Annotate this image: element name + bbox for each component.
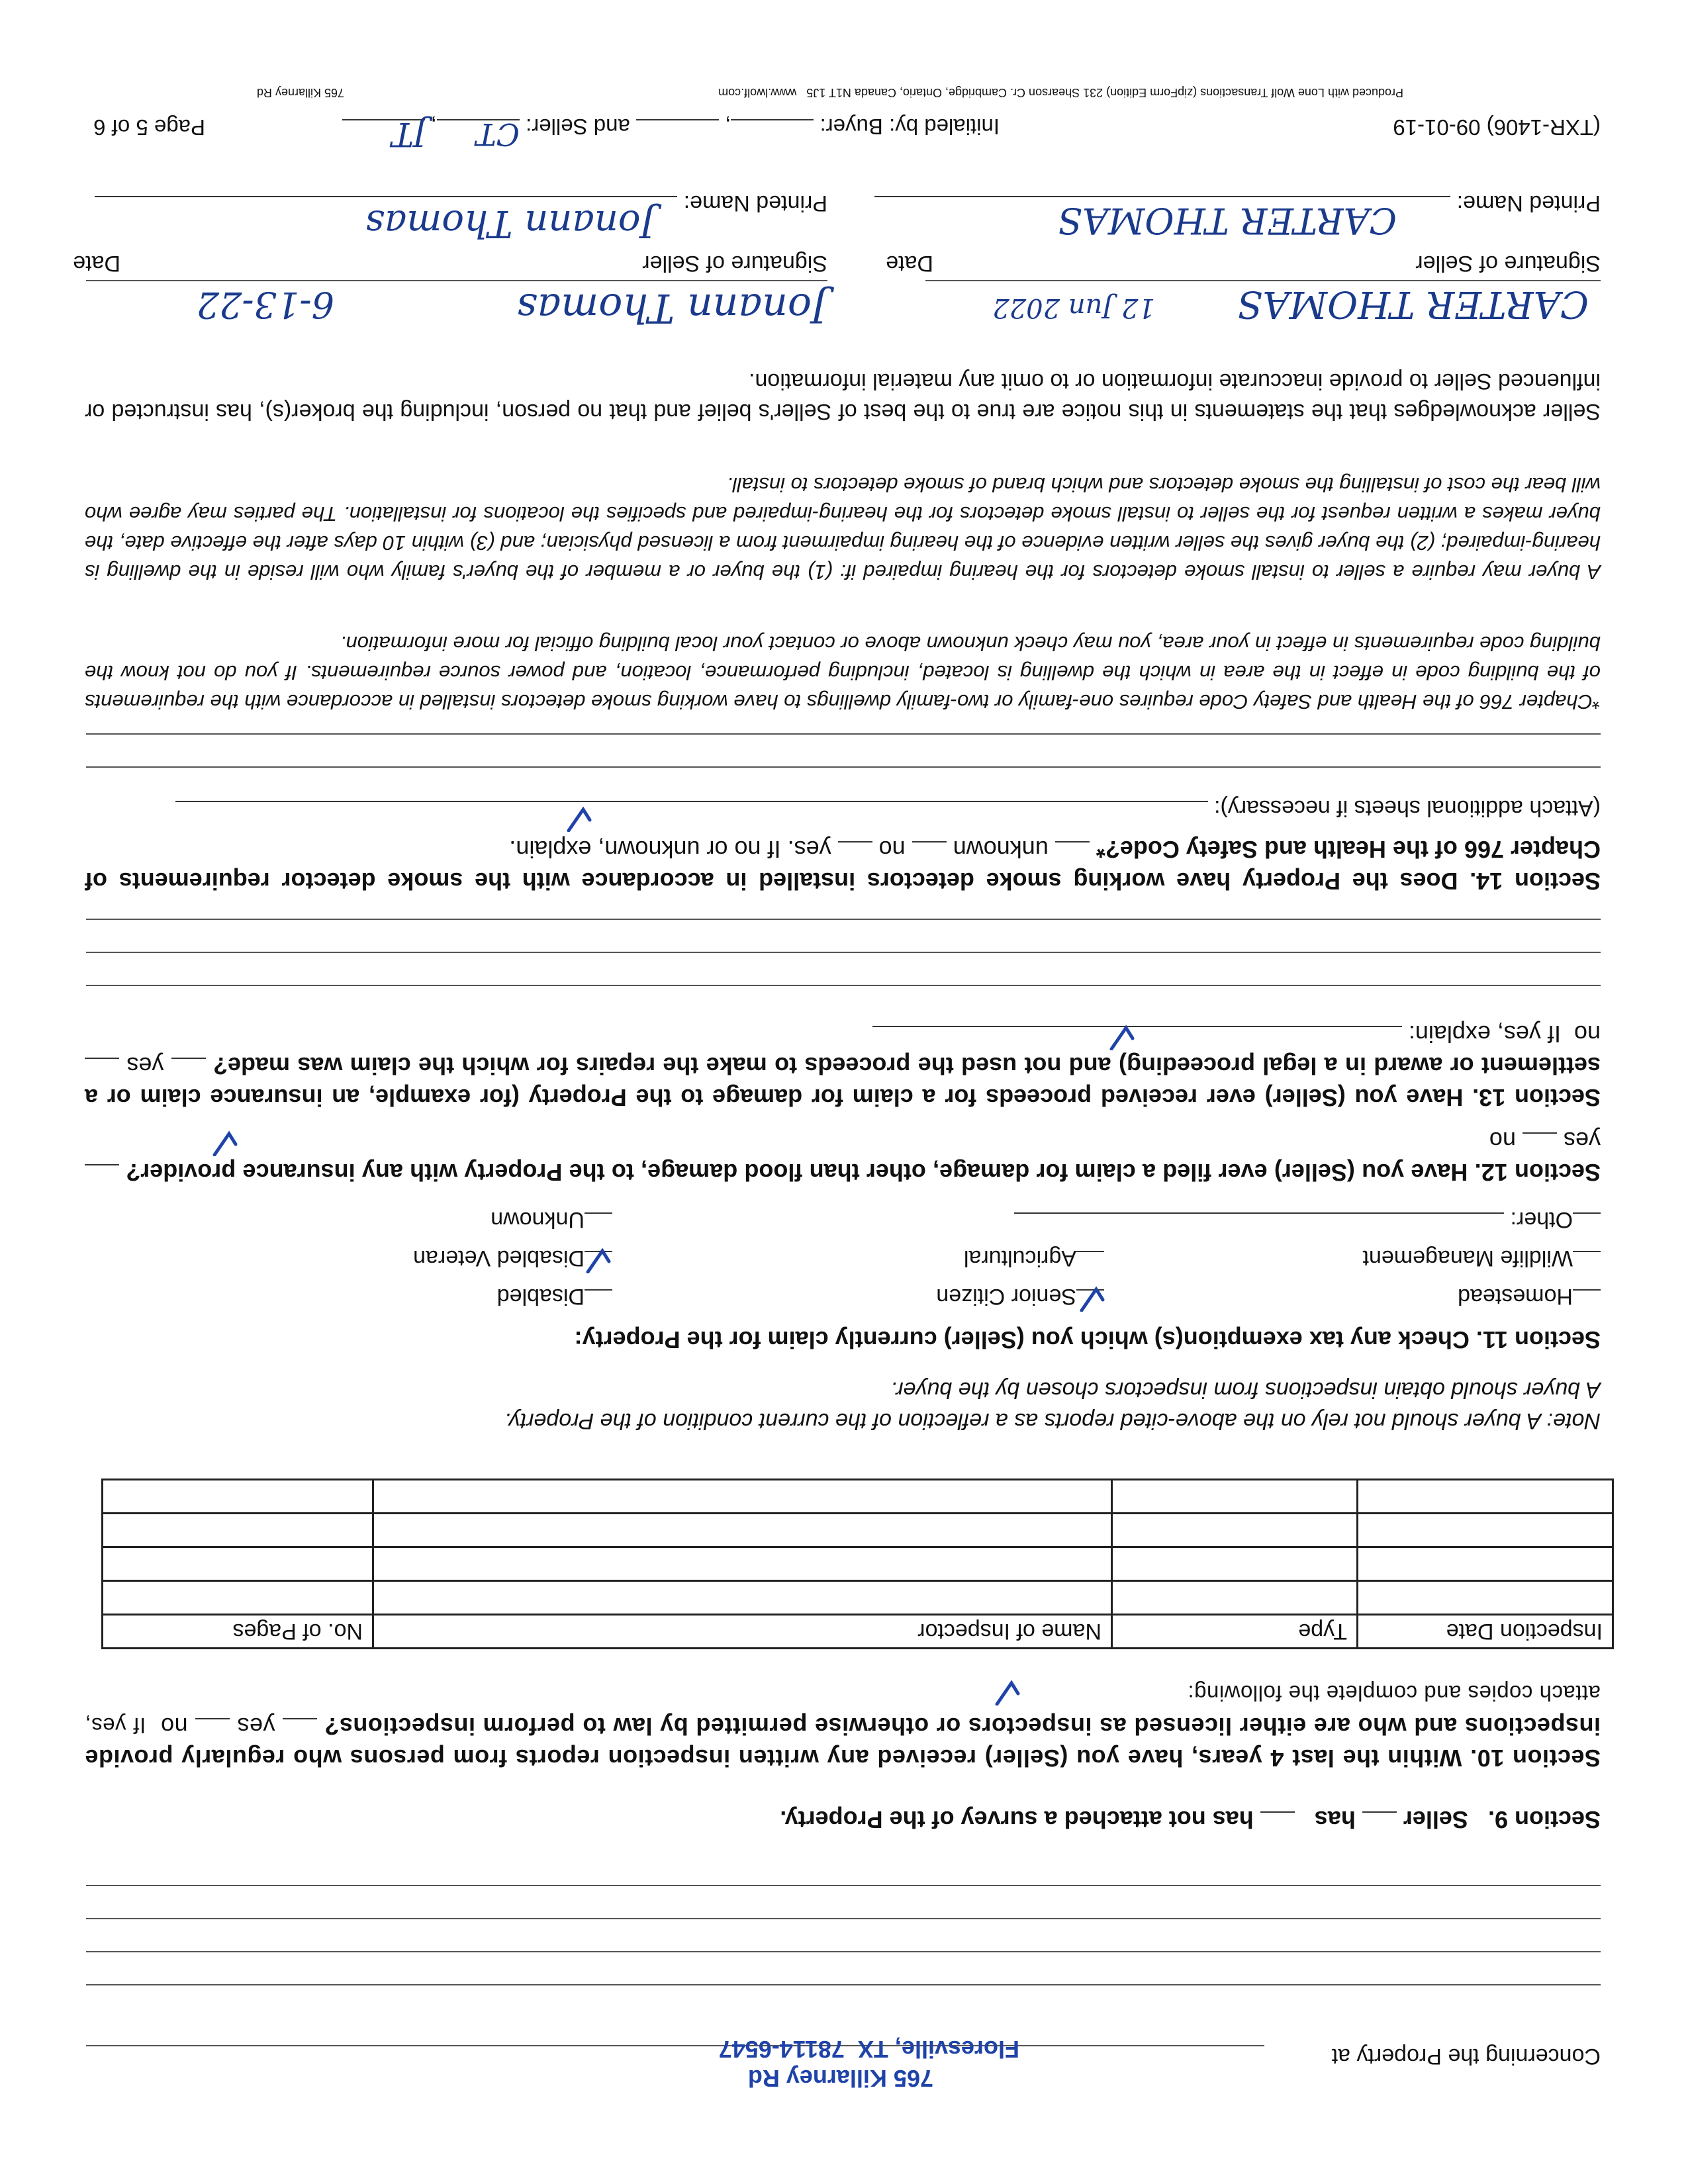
seller-1-date: 12 Jun 2022 xyxy=(992,293,1155,323)
header-inspection-date: Inspection Date xyxy=(1358,1615,1613,1649)
address-line-2: Floresville, TX 78114-6547 xyxy=(718,2036,1019,2063)
table-cell[interactable] xyxy=(1358,1480,1613,1514)
table-cell[interactable] xyxy=(103,1480,373,1514)
section-10-tail: If yes, attach copies and complete the following: xyxy=(85,1681,1601,1738)
unknown-label: Unknown xyxy=(491,1207,585,1232)
address-line xyxy=(86,2045,1264,2046)
section-14 xyxy=(85,833,1601,897)
table-cell[interactable] xyxy=(373,1514,1112,1547)
disabled-label: Disabled xyxy=(496,1284,585,1309)
section-13-no: no xyxy=(1573,1021,1601,1048)
section-9-label: Section 9. xyxy=(1487,1806,1601,1833)
senior-label: Senior Citizen xyxy=(936,1284,1076,1309)
section-13-tail: If yes, explain: xyxy=(1408,1021,1561,1048)
seller-initials-jt: JT xyxy=(391,115,427,154)
option-agricultural[interactable] xyxy=(964,1245,1104,1272)
section-13-yes: yes xyxy=(126,1052,164,1079)
signature-line-1 xyxy=(925,280,1601,281)
address-line-1: 765 Killarney Rd xyxy=(747,2065,933,2092)
option-homestead[interactable] xyxy=(1458,1283,1601,1310)
seller-1-signature: CARTER THOMAS xyxy=(1237,283,1589,326)
section-14-explain-input[interactable] xyxy=(175,801,1208,822)
form-id: (TXR-1406) 09-01-19 xyxy=(1393,115,1601,140)
table-cell[interactable] xyxy=(103,1514,373,1547)
checkmark-icon xyxy=(585,1247,612,1273)
option-other[interactable] xyxy=(1014,1206,1601,1234)
table-cell[interactable] xyxy=(373,1547,1112,1581)
wildlife-label: Wildlife Management xyxy=(1362,1246,1573,1271)
table-cell[interactable] xyxy=(1112,1480,1358,1514)
checkmark-icon xyxy=(566,805,592,832)
section-9-has-not: has not attached a survey of the Property. xyxy=(780,1806,1254,1833)
section-14-unknown: unknown xyxy=(953,836,1049,863)
section-10 xyxy=(85,1677,1601,1774)
date-label-1: Date xyxy=(886,251,933,276)
blank-line xyxy=(86,1984,1601,1985)
table-cell[interactable] xyxy=(373,1581,1112,1615)
section-9-seller: Seller xyxy=(1403,1806,1468,1833)
header-name-of-inspector: Name of Inspector xyxy=(373,1615,1112,1649)
inspection-table xyxy=(101,1479,1614,1649)
produced-by xyxy=(718,85,1403,99)
header-type: Type xyxy=(1112,1615,1358,1649)
acknowledgement: Seller acknowledges that the statements in this notice are true to the best of Seller's belief and that no person, including the broker(s), has instructed or influenced Seller to provide inaccurate information or to omit any material information. xyxy=(85,369,1601,424)
initialed-label: Initialed by: Buyer: xyxy=(820,114,1000,139)
table-row xyxy=(103,1480,1613,1514)
buyer-initial-1[interactable] xyxy=(731,119,814,140)
section-14-no-checkbox[interactable] xyxy=(912,841,947,862)
blank-line xyxy=(86,733,1601,735)
blank-line xyxy=(86,1951,1601,1952)
page-number: Page 5 of 6 xyxy=(93,115,205,140)
blank-line xyxy=(86,1885,1601,1886)
table-row xyxy=(103,1547,1613,1581)
footnote-para-2: A buyer may require a seller to install smoke detectors for the hearing impaired if: (1) the buyer or a member of the buyer's family who will reside in the dwelling is hearing-impaired; (2) the buyer gives the seller written evidence of the hearing impairment from a licensed physician; and (3) within 10 days after the effective date, the buyer makes a written request for the seller to install smoke detectors for the hearing-impaired and specifies the locations for installation. The parties may agree who will bear the cost of installing the smoke detectors and which brand of smoke detectors to install. xyxy=(85,473,1601,584)
table-cell[interactable] xyxy=(103,1547,373,1581)
table-cell[interactable] xyxy=(1112,1514,1358,1547)
note-line-2: A buyer should obtain inspections from inspectors chosen by the buyer. xyxy=(890,1377,1601,1402)
option-disabled-veteran[interactable] xyxy=(413,1245,612,1272)
blank-line xyxy=(86,766,1601,768)
printed-label-2: Printed Name: xyxy=(683,191,827,216)
section-12-text: Section 12. Have you (Seller) ever filed a claim for damage, other than flood damage, to the Property with any insurance provider? xyxy=(126,1159,1601,1186)
section-14-no: no xyxy=(878,836,906,863)
printed-label-1: Printed Name: xyxy=(1456,191,1601,216)
table-cell[interactable] xyxy=(1358,1547,1613,1581)
website-link[interactable]: www.lwolf.com xyxy=(718,86,797,99)
blank-line xyxy=(86,1918,1601,1919)
section-14-tail: If no or unknown, explain. xyxy=(509,836,781,863)
section-10-no: no xyxy=(160,1713,188,1740)
seller-2-signature: Jonann Thomas xyxy=(516,285,827,331)
signature-line-2 xyxy=(86,280,827,281)
section-13-yes-checkbox[interactable] xyxy=(171,1058,206,1079)
section-14-unknown-checkbox[interactable] xyxy=(1055,841,1090,862)
table-cell[interactable] xyxy=(1358,1514,1613,1547)
footnote-para-1: *Chapter 766 of the Health and Safety Code requires one-family or two-family dwellings to have working smoke detectors installed in accordance with the requirements of the building code in effect in the area in which the dwelling is located, including performance, location, and power source requirements. If you do not know the building code requirements in effect in your area, you may check unknown above or contact your local building official for more information. xyxy=(84,632,1601,713)
disabled-veteran-label: Disabled Veteran xyxy=(413,1246,585,1271)
section-13-no-checkbox[interactable] xyxy=(85,1058,119,1079)
section-9-has: has xyxy=(1314,1806,1356,1833)
produced-text: Produced with Lone Wolf Transactions (zipForm Edition) 231 Shearson Cr. Cambridge, Ontario, Canada N1T 1J5 xyxy=(806,86,1403,99)
section-10-text: Section 10. Within the last 4 years, have you (Seller) received any written inspection reports from persons who regularly provide inspections and who are either licensed as inspectors or otherwise permitted by law to perform inspections? xyxy=(85,1713,1601,1772)
table-cell[interactable] xyxy=(1112,1547,1358,1581)
and-seller-label: and Seller: xyxy=(526,114,630,139)
table-row xyxy=(103,1581,1613,1615)
has-checkbox[interactable] xyxy=(1362,1811,1397,1833)
section-12-yes-checkbox[interactable] xyxy=(85,1164,119,1185)
checkmark-icon xyxy=(1079,1285,1105,1312)
section-10-no-checkbox[interactable] xyxy=(195,1718,230,1739)
printed-name-2-value: Jonann Thomas xyxy=(365,202,655,245)
date-label-2: Date xyxy=(73,251,120,276)
table-cell[interactable] xyxy=(1358,1581,1613,1615)
concerning-label: Concerning the Property at xyxy=(1331,2044,1601,2069)
table-header-row xyxy=(103,1615,1613,1649)
section-14-text: Section 14. Does the Property have working smoke detectors installed in accordance with the smoke detector requirements of Chapter 766 of the Health and Safety Code?* xyxy=(85,836,1601,895)
section-13-explain-input[interactable] xyxy=(872,1026,1402,1047)
seller-2-date: 6-13-22 xyxy=(196,284,334,326)
blank-line xyxy=(86,952,1601,953)
seller-initials-ct: CT xyxy=(476,116,520,152)
note-line-1: Note: A buyer should not rely on the above-cited reports as a reflection of the current condition of the Property. xyxy=(504,1408,1601,1433)
option-unknown[interactable] xyxy=(491,1206,612,1234)
checkmark-icon xyxy=(994,1679,1021,1706)
other-input[interactable] xyxy=(1014,1212,1504,1234)
section-11-heading: Section 11. Check any tax exemption(s) which you (Seller) currently claim for the Property: xyxy=(574,1326,1601,1353)
section-13 xyxy=(85,1018,1601,1113)
section-12-no-checkbox[interactable] xyxy=(1523,1132,1557,1154)
sig-label-2: Signature of Seller xyxy=(642,251,827,276)
other-label: Other: xyxy=(1510,1207,1573,1232)
table-cell[interactable] xyxy=(103,1581,373,1615)
section-14-yes: yes. xyxy=(787,836,831,863)
sig-label-1: Signature of Seller xyxy=(1415,251,1601,276)
section-12-yes: yes xyxy=(1563,1127,1601,1154)
initials: Initialed by: Buyer: , and Seller: , xyxy=(342,113,1000,140)
option-wildlife[interactable] xyxy=(1363,1245,1601,1272)
has-not-checkbox[interactable] xyxy=(1260,1811,1295,1833)
blank-line xyxy=(86,985,1601,986)
header-no-of-pages: No. of Pages xyxy=(103,1615,373,1649)
checkmark-icon xyxy=(1109,1024,1135,1050)
option-disabled[interactable] xyxy=(497,1283,612,1310)
homestead-label: Homestead xyxy=(1458,1284,1573,1309)
section-14-yes-checkbox[interactable] xyxy=(838,841,872,862)
section-12 xyxy=(85,1124,1601,1188)
blank-line xyxy=(86,919,1601,920)
section-14-attach xyxy=(175,795,1601,822)
table-cell[interactable] xyxy=(1112,1581,1358,1615)
section-13-text: Section 13. Have you (Seller) ever received proceeds for a claim for damage to the Property (for example, an insurance claim or a settlement or award in a legal proceeding) and not used the proceeds to make the repairs for which the claim was made? xyxy=(85,1052,1601,1111)
table-cell[interactable] xyxy=(373,1480,1112,1514)
agricultural-label: Agricultural xyxy=(963,1246,1076,1271)
section-10-yes: yes xyxy=(237,1713,275,1740)
section-14-attach-label: (Attach additional sheets if necessary): xyxy=(1214,796,1601,821)
section-9 xyxy=(780,1803,1601,1835)
table-row xyxy=(103,1514,1613,1547)
section-10-yes-checkbox[interactable] xyxy=(283,1718,317,1739)
property-ref: 765 Killarney Rd xyxy=(256,86,344,99)
buyer-initial-2[interactable] xyxy=(636,119,719,140)
printed-name-1-value: CARTER THOMAS xyxy=(1058,200,1397,242)
checkmark-icon xyxy=(212,1130,238,1156)
section-12-no: no xyxy=(1489,1127,1516,1154)
